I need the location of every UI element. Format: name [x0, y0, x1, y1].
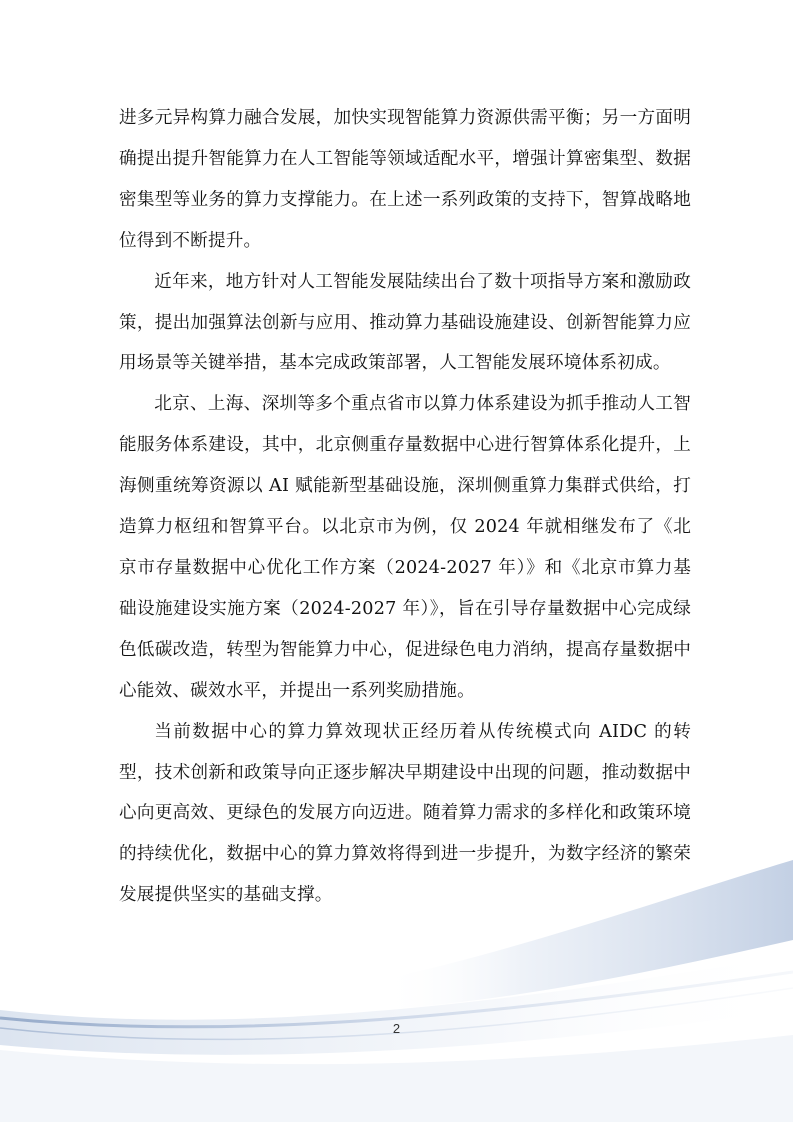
page-number: 2 [392, 1021, 401, 1036]
paragraph-4: 当前数据中心的算力算效现状正经历着从传统模式向 AIDC 的转型，技术创新和政策导向正逐步解决早期建设中出现的问题，推动数据中心向更高效、更绿色的发展方向迈进。随着算力需求的多样化和政策环境的持续优化，数据中心的算力算效将得到进一步提升，为数字经济的繁荣发展提供坚实的基础支撑。 [119, 721, 691, 906]
footer-wave-decoration [0, 860, 793, 1122]
paragraph-2: 近年来，地方针对人工智能发展陆续出台了数十项指导方案和激励政策，提出加强算法创新与应用、推动算力基础设施建设、创新智能算力应用场景等关键举措，基本完成政策部署，人工智能发展环境体系初成。 [119, 271, 691, 374]
body-text [119, 98, 691, 916]
paragraph-3: 北京、上海、深圳等多个重点省市以算力体系建设为抓手推动人工智能服务体系建设，其中，北京侧重存量数据中心进行智算体系化提升，上海侧重统筹资源以 AI 赋能新型基础设施，深圳侧重算力集群式供给，打造算力枢纽和智算平台。以北京市为例，仅 2024 年就相继发布了《北京市存量数据中心优化工作方案（2024-2027 年）》和《北京市算力基础设施建设实施方案（2024-2027 年）》，旨在引导存量数据中心完成绿色低碳改造，转型为智能算力中心，促进绿色电力消纳，提高存量数据中心能效、碳效水平，并提出一系列奖励措施。 [119, 394, 691, 701]
paragraph-1: 进多元异构算力融合发展，加快实现智能算力资源供需平衡；另一方面明确提出提升智能算力在人工智能等领域适配水平，增强计算密集型、数据密集型等业务的算力支撑能力。在上述一系列政策的支持下，智算战略地位得到不断提升。 [119, 108, 691, 251]
